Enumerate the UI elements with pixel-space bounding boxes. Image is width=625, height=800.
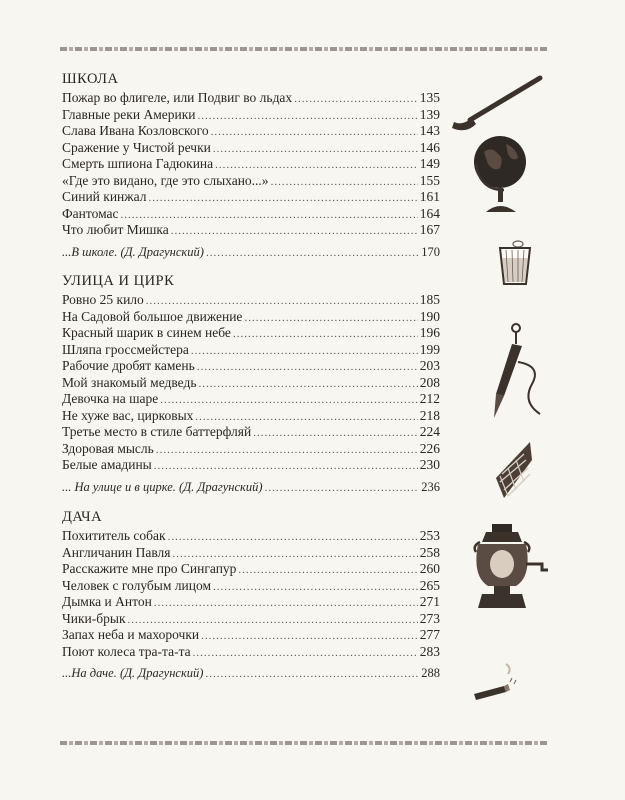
- entry-page: 226: [419, 440, 440, 456]
- section-street-and-circus: [62, 270, 440, 495]
- leader-dots: [271, 174, 418, 191]
- entry-title: Мой знакомый медведь: [62, 374, 197, 390]
- entry-title: Расскажите мне про Сингапур: [62, 561, 237, 576]
- entry-title: Англичанин Павля: [62, 544, 171, 560]
- toc-entry[interactable]: [62, 627, 440, 644]
- leader-dots: [156, 442, 418, 459]
- entry-page: 265: [419, 577, 440, 593]
- section-heading: ШКОЛА: [62, 71, 119, 87]
- toc-entry[interactable]: [62, 441, 440, 458]
- toc-entry[interactable]: [62, 342, 440, 359]
- toc-entry-outro[interactable]: [62, 665, 440, 682]
- entry-title: Здоровая мысль: [62, 440, 154, 456]
- toc-entry[interactable]: [62, 189, 440, 206]
- globe-icon: [470, 128, 532, 216]
- leader-dots: [253, 425, 418, 442]
- entry-page: 277: [419, 627, 440, 642]
- leader-dots: [154, 595, 418, 612]
- leader-dots: [121, 207, 418, 224]
- toc-entry[interactable]: [62, 358, 440, 375]
- leader-dots: [294, 91, 418, 108]
- entry-page: 149: [419, 156, 440, 171]
- entry-title: Чики-брык: [62, 610, 126, 626]
- entry-title: Белые амадины: [62, 457, 152, 472]
- entry-title: Девочка на шаре: [62, 391, 159, 406]
- toc-entry[interactable]: [62, 140, 440, 157]
- entry-page: 155: [419, 172, 440, 188]
- leader-dots: [201, 628, 418, 645]
- entry-page: 288: [421, 666, 440, 680]
- toc-entry[interactable]: [62, 594, 440, 611]
- leader-dots: [233, 326, 418, 343]
- glass-icon: [494, 238, 536, 288]
- entry-title: Фантомас: [62, 205, 119, 221]
- entry-title: Третье место в стиле баттерфляй: [62, 424, 252, 439]
- entry-page: 196: [419, 325, 440, 340]
- entry-title: Пожар во флигеле, или Подвиг во льдах: [62, 90, 293, 105]
- toc-entry-outro[interactable]: [62, 479, 440, 496]
- toc-entry[interactable]: [62, 408, 440, 425]
- toc-entry-outro[interactable]: [62, 244, 440, 261]
- entry-page: 164: [419, 205, 440, 221]
- leader-dots: [265, 480, 420, 497]
- entry-page: 271: [419, 594, 440, 609]
- entry-page: 208: [419, 374, 440, 390]
- toc-entry[interactable]: [62, 156, 440, 173]
- entry-page: 236: [421, 479, 440, 494]
- entry-title: Что любит Мишка: [62, 222, 169, 237]
- entry-page: 224: [419, 424, 440, 439]
- entry-page: 143: [419, 123, 440, 138]
- entry-title: Поют колеса тра-та-та: [62, 643, 191, 659]
- leader-dots: [211, 124, 418, 141]
- leader-dots: [213, 579, 418, 596]
- cigarette-icon: [468, 660, 528, 706]
- entry-page: 218: [419, 407, 440, 423]
- toc-entry[interactable]: [62, 222, 440, 239]
- leader-dots: [191, 343, 418, 360]
- toc-entry[interactable]: [62, 123, 440, 140]
- leader-dots: [148, 190, 417, 207]
- entry-page: 170: [421, 244, 440, 259]
- toc-entry[interactable]: [62, 545, 440, 562]
- entry-page: 273: [419, 610, 440, 626]
- entry-title: Слава Ивана Козловского: [62, 123, 209, 138]
- leader-dots: [195, 409, 417, 426]
- entry-title: «Где это видано, где это слыхано...»: [62, 172, 269, 188]
- toc-entry[interactable]: [62, 173, 440, 190]
- table-of-contents: [62, 68, 440, 682]
- leader-dots: [206, 245, 419, 262]
- leader-dots: [168, 529, 418, 546]
- entry-title: Смерть шпиона Гадюкина: [62, 156, 214, 171]
- entry-page: 260: [419, 561, 440, 576]
- entry-page: 146: [419, 139, 440, 155]
- bottom-decorative-rule: [60, 741, 548, 745]
- toc-entry[interactable]: [62, 375, 440, 392]
- entry-title: Шляпа гроссмейстера: [62, 341, 189, 357]
- entry-page: 167: [419, 222, 440, 237]
- leader-dots: [213, 141, 418, 158]
- leader-dots: [244, 310, 417, 327]
- entry-page: 139: [419, 106, 440, 122]
- entry-title: Дымка и Антон: [62, 594, 152, 609]
- entry-title: Запах неба и махорочки: [62, 627, 200, 642]
- entry-title: На Садовой большое движение: [62, 308, 243, 324]
- hockey-stick-icon: [448, 72, 548, 134]
- leader-dots: [146, 293, 418, 310]
- leader-dots: [173, 546, 418, 563]
- pen-icon: [482, 322, 548, 422]
- entry-title: Рабочие дробят камень: [62, 358, 195, 373]
- entry-page: 258: [419, 544, 440, 560]
- samovar-icon: [462, 520, 552, 616]
- leader-dots: [171, 223, 418, 240]
- leader-dots: [193, 645, 418, 662]
- entry-page: 283: [419, 643, 440, 659]
- entry-page: 253: [419, 528, 440, 543]
- entry-title: Человек с голубым лицом: [62, 577, 212, 593]
- toc-entry[interactable]: [62, 391, 440, 408]
- toc-entry[interactable]: [62, 325, 440, 342]
- leader-dots: [205, 666, 419, 683]
- entry-page: 161: [419, 189, 440, 204]
- leader-dots: [197, 359, 418, 376]
- top-decorative-rule: [60, 47, 548, 51]
- entry-page: 199: [419, 341, 440, 357]
- entry-title: Не хуже вас, цирковых: [62, 407, 194, 423]
- toc-entry[interactable]: [62, 611, 440, 628]
- leader-dots: [154, 458, 418, 475]
- section-school: [62, 68, 440, 260]
- leader-dots: [238, 562, 417, 579]
- toc-entry[interactable]: [62, 107, 440, 124]
- entry-title: ...В школе. (Д. Драгунский): [62, 244, 204, 259]
- entry-title: ... На улице и в цирке. (Д. Драгунский): [62, 479, 263, 494]
- toc-entry[interactable]: [62, 457, 440, 474]
- entry-page: 212: [419, 391, 440, 406]
- section-heading: ДАЧА: [62, 509, 103, 525]
- entry-page: 190: [419, 308, 440, 324]
- entry-title: Похититель собак: [62, 528, 166, 543]
- entry-page: 185: [419, 292, 440, 307]
- leader-dots: [198, 108, 418, 125]
- entry-title: Синий кинжал: [62, 189, 147, 204]
- toc-entry[interactable]: [62, 578, 440, 595]
- section-dacha: [62, 506, 440, 682]
- toc-entry[interactable]: [62, 644, 440, 661]
- leader-dots: [215, 157, 418, 174]
- toc-entry[interactable]: [62, 561, 440, 578]
- entry-page: 135: [419, 90, 440, 105]
- section-heading: УЛИЦА И ЦИРК: [62, 273, 175, 289]
- leader-dots: [160, 392, 417, 409]
- entry-title: Главные реки Америки: [62, 106, 196, 122]
- toc-entry[interactable]: [62, 90, 440, 107]
- toc-entry[interactable]: [62, 528, 440, 545]
- leader-dots: [128, 612, 418, 629]
- entry-title: Ровно 25 кило: [62, 292, 144, 307]
- toc-entry[interactable]: [62, 309, 440, 326]
- entry-page: 230: [419, 457, 440, 472]
- leader-dots: [199, 376, 418, 393]
- toc-entry[interactable]: [62, 292, 440, 309]
- toc-entry[interactable]: [62, 206, 440, 223]
- entry-page: 203: [419, 358, 440, 373]
- toc-entry[interactable]: [62, 424, 440, 441]
- entry-title: ...На даче. (Д. Драгунский): [62, 666, 204, 680]
- entry-title: Красный шарик в синем небе: [62, 325, 231, 340]
- entry-title: Сражение у Чистой речки: [62, 139, 211, 155]
- ladder-icon: [490, 440, 534, 500]
